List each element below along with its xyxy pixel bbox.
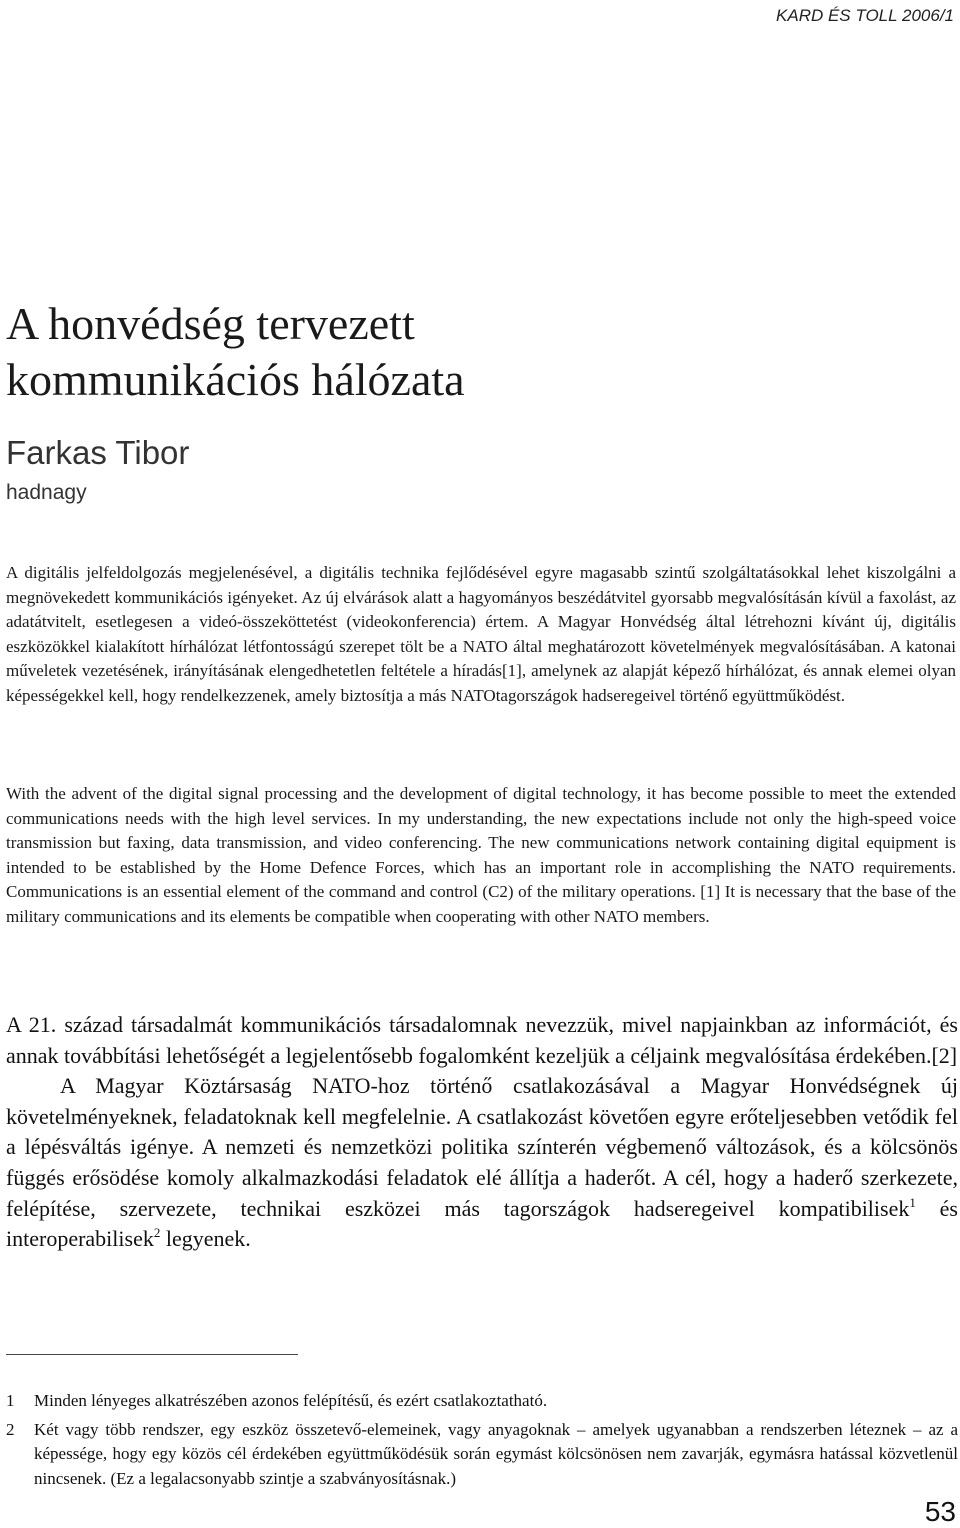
body-paragraph-2-part-c: legyenek.	[160, 1226, 251, 1252]
body-paragraph-2	[6, 1071, 958, 1255]
footnotes	[6, 1389, 958, 1495]
footnote-text: Két vagy több rendszer, egy eszköz összetevő-elemeinek, vagy anyagoknak – amelyek ugyanabban a rendszerben léteznek – az a képessége, hogy egy közös cél érdekében együttműködésük során egymást kölcsönösen nem zavarják, egymásra hatással közvetlenül nincsenek. (Ez a legalacsonyabb szintje a szabványosításnak.)	[34, 1419, 958, 1488]
footnote-number: 1	[6, 1391, 15, 1410]
abstract-hungarian: A digitális jelfeldolgozás megjelenésével, a digitális technika fejlődésével egyre magasabb szintű szolgáltatásokkal lehet kiszolgálni a megnövekedett kommunikációs igényeket. Az új elvárások alatt a hagyományos beszédátvitel gyorsabb megvalósításán kívül a faxolást, az adatátvitelt, esetlegesen a videó-összeköttetést (videokonferencia) értem. A Magyar Honvédség által létrehozni kívánt új, digitális eszközökkel kialakított hírhálózat létfontosságú szerepet tölt be a NATO által meghatározott követelmények megvalósításában. A katonai műveletek vezetésének, irányításának elengedhetetlen feltétele a híradás[1], amelynek az alapját képező hírhálózat, és annak elemei olyan képességekkel kell, hogy rendelkezzenek, amely biztosítja a más NATOtagországok hadseregeivel történő együttműködést.	[6, 563, 956, 705]
title-line-2: kommunikációs hálózata	[6, 354, 465, 405]
footnote-separator	[6, 1354, 298, 1355]
author-rank: hadnagy	[6, 481, 87, 504]
footnote-text: Minden lényeges alkatrészében azonos felépítésű, és ezért csatlakoztatható.	[34, 1391, 548, 1410]
body-paragraph-2-part-b: és interoperabilisek	[6, 1195, 958, 1252]
title-line-1: A honvédség tervezett	[6, 298, 415, 349]
author-name: Farkas Tibor	[6, 434, 190, 471]
footnote-ref-2: 2	[153, 1225, 161, 1241]
article-title	[6, 296, 946, 408]
footnote-2	[6, 1418, 958, 1492]
footnote-number: 2	[6, 1419, 15, 1439]
page-number: 53	[924, 1496, 956, 1527]
body-paragraph-1: A 21. század társadalmát kommunikációs társadalomnak nevezzük, mivel napjainkban az információt, és annak továbbítási lehetőségét a legjelentősebb fogalomként kezeljük a céljaink megvalósítása érdekében.[2]	[6, 1012, 958, 1068]
running-header: KARD ÉS TOLL 2006/1	[776, 6, 954, 25]
abstract-english: With the advent of the digital signal processing and the development of digital technology, it has become possible to meet the extended communications needs with the high level services. In my understanding, the new expectations include not only the high-speed voice transmission but faxing, data transmission, and video conferencing. The new communications network containing digital equipment is intended to be established by the Home Defence Forces, which has an important role in accomplishing the NATO requirements. Communications is an essential element of the command and control (C2) of the military operations. [1] It is necessary that the base of the military communications and its elements be compatible when cooperating with other NATO members.	[6, 784, 956, 926]
article-body	[6, 1010, 958, 1255]
footnote-1	[6, 1389, 958, 1414]
body-paragraph-2-part-a: A Magyar Köztársaság NATO-hoz történő csatlakozásával a Magyar Honvédségnek új követelményeknek, feladatoknak kell megfelelnie. A csatlakozást követően egyre erőteljesebben vetődik fel a lépésváltás igénye. A nemzeti és nemzetközi politika színterén végbemenő változások, és a kölcsönös függés erősödése komoly alkalmazkodási feladatok elé állítja a haderőt. A cél, hogy a haderő szerkezete, felépítése, szervezete, technikai eszközei más tagországok hadseregeivel kompatibilisek	[6, 1073, 958, 1221]
footnote-ref-1: 1	[909, 1194, 916, 1210]
